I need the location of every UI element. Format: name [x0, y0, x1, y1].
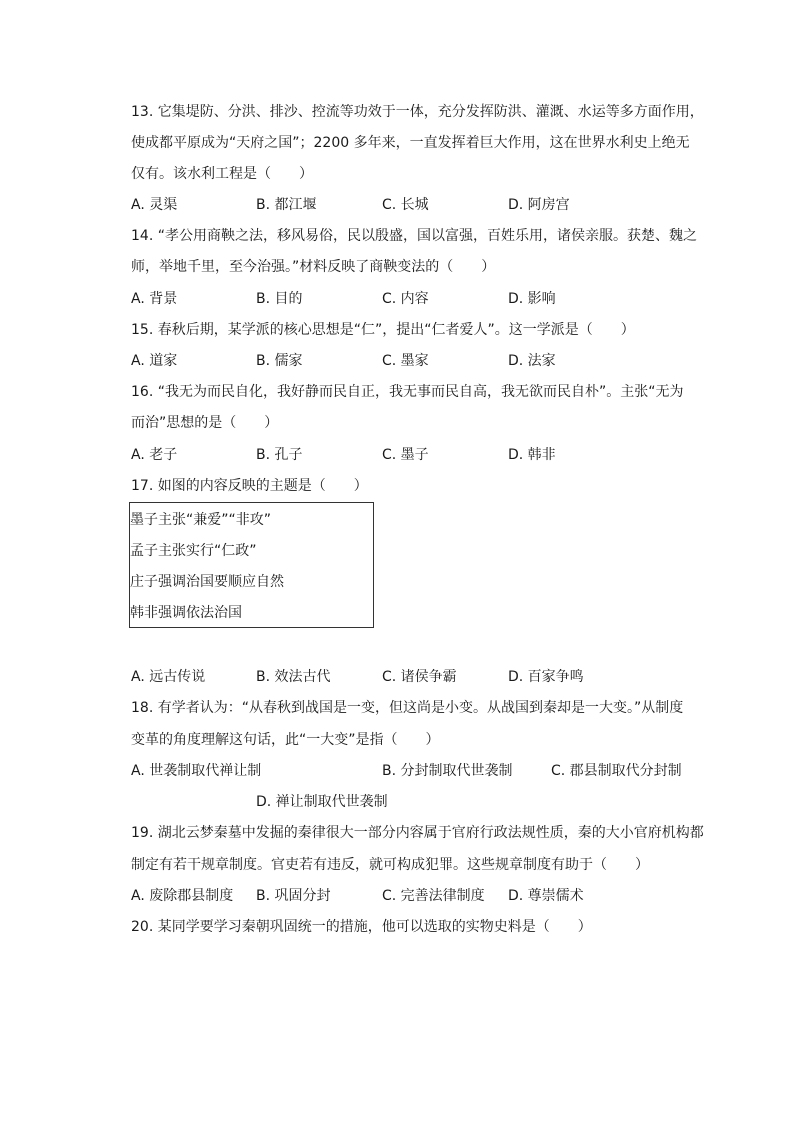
- q14-line-2: 师，举地千里，至今治强。”材料反映了商鞅变法的（ ）: [131, 259, 496, 275]
- q13-line-2: 使成都平原成为“天府之国”；2200 多年来，一直发挥着巨大作用，这在世界水利史上绝无: [131, 135, 690, 151]
- q13-option-c: C. 长城: [382, 197, 429, 213]
- q18-option-d: D. 禅让制取代世袭制: [256, 794, 388, 810]
- q16-option-c: C. 墨子: [382, 447, 429, 463]
- q18-option-a: A. 世袭制取代禅让制: [131, 763, 262, 779]
- q14-line-1: 14. “孝公用商鞅之法，移风易俗，民以殷盛，国以富强，百姓乐用，诸侯亲服。获楚、魏之: [131, 228, 697, 244]
- q16-option-d: D. 韩非: [508, 447, 556, 463]
- q19-option-d: D. 尊崇儒术: [508, 888, 584, 904]
- q19-option-a: A. 废除郡县制度: [131, 888, 234, 904]
- q17-figure-line-2: 孟子主张实行“仁政”: [130, 543, 257, 559]
- q17-line-1: 17. 如图的内容反映的主题是（ ）: [131, 478, 368, 494]
- q18-option-c: C. 郡县制取代分封制: [551, 763, 682, 779]
- q15-option-c: C. 墨家: [382, 353, 429, 369]
- q19-line-1: 19. 湖北云梦秦墓中发掘的秦律很大一部分内容属于官府行政法规性质，秦的大小官府机构都: [131, 825, 704, 841]
- q15-option-b: B. 儒家: [256, 353, 303, 369]
- q18-option-b: B. 分封制取代世袭制: [382, 763, 513, 779]
- q14-option-a: A. 背景: [131, 291, 178, 307]
- q17-figure-box: [129, 502, 374, 628]
- q14-option-b: B. 目的: [256, 291, 303, 307]
- q13-line-3: 仅有。该水利工程是（ ）: [131, 166, 313, 182]
- q19-line-2: 制定有若干规章制度。官吏若有违反，就可构成犯罪。这些规章制度有助于（ ）: [131, 857, 649, 873]
- q14-option-d: D. 影响: [508, 291, 556, 307]
- q15-option-d: D. 法家: [508, 353, 556, 369]
- q13-line-1: 13. 它集堤防、分洪、排沙、控流等功效于一体，充分发挥防洪、灌溉、水运等多方面作用，: [131, 104, 704, 120]
- q17-option-c: C. 诸侯争霸: [382, 669, 457, 685]
- q15-option-a: A. 道家: [131, 353, 178, 369]
- q19-option-c: C. 完善法律制度: [382, 888, 485, 904]
- q16-option-b: B. 孔子: [256, 447, 303, 463]
- q20-line-1: 20. 某同学要学习秦朝巩固统一的措施，他可以选取的实物史料是（ ）: [131, 919, 592, 935]
- q17-figure-line-1: 墨子主张“兼爱”“非攻”: [130, 512, 272, 528]
- q16-line-1: 16. “我无为而民自化，我好静而民自正，我无事而民自高，我无欲而民自朴”。主张“无为: [131, 384, 684, 400]
- q19-option-b: B. 巩固分封: [256, 888, 331, 904]
- q18-line-1: 18. 有学者认为：“从春秋到战国是一变，但这尚是小变。从战国到秦却是一大变。”从制度: [131, 700, 684, 716]
- q18-line-2: 变革的角度理解这句话，此“一大变”是指（ ）: [131, 732, 440, 748]
- q17-figure-line-4: 韩非强调依法治国: [130, 605, 242, 621]
- q15-line-1: 15. 春秋后期，某学派的核心思想是“仁”，提出“仁者爱人”。这一学派是（ ）: [131, 322, 635, 338]
- q13-option-b: B. 都江堰: [256, 197, 317, 213]
- q16-option-a: A. 老子: [131, 447, 178, 463]
- q17-option-d: D. 百家争鸣: [508, 669, 584, 685]
- q17-option-a: A. 远古传说: [131, 669, 206, 685]
- q13-option-a: A. 灵渠: [131, 197, 178, 213]
- q14-option-c: C. 内容: [382, 291, 429, 307]
- q13-option-d: D. 阿房宫: [508, 197, 570, 213]
- q17-figure-line-3: 庄子强调治国要顺应自然: [130, 574, 284, 590]
- q17-option-b: B. 效法古代: [256, 669, 331, 685]
- q16-line-2: 而治”思想的是（ ）: [131, 415, 279, 431]
